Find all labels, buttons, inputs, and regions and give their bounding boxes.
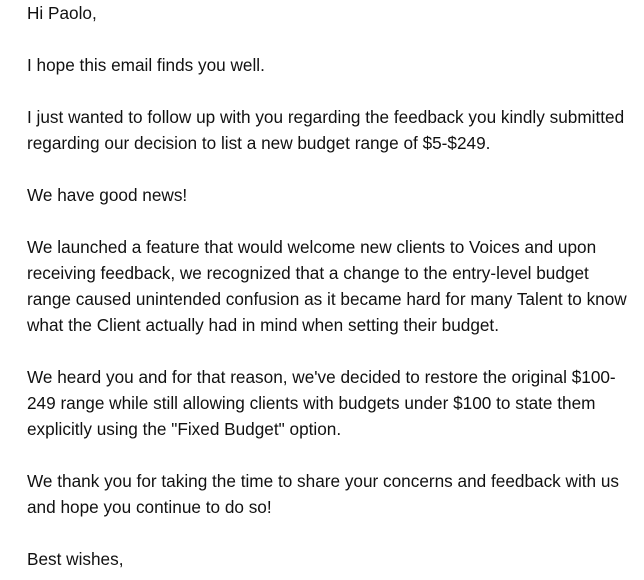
email-paragraph-wellwishes: I hope this email finds you well. (27, 55, 265, 75)
email-paragraph-thanks: We thank you for taking the time to share your concerns and feedback with us and hope you continue to do so! (27, 471, 620, 517)
email-paragraph-restore-range: We heard you and for that reason, we've decided to restore the original $100-249 range while still allowing clients with budgets under $100 to state them explicitly using the "Fixed Budget" option. (27, 367, 616, 439)
email-paragraph-good-news: We have good news! (27, 185, 188, 205)
email-body (27, 0, 627, 572)
email-greeting: Hi Paolo, (27, 3, 97, 23)
email-paragraph-followup: I just wanted to follow up with you regarding the feedback you kindly submitted regarding our decision to list a new budget range of $5-$249. (27, 107, 625, 153)
email-paragraph-feature-launch: We launched a feature that would welcome new clients to Voices and upon receiving feedback, we recognized that a change to the entry-level budget range caused unintended confusion as it became hard for many Talent to know what the Client actually had in mind when setting their budget. (27, 237, 627, 335)
email-signoff: Best wishes, (27, 549, 124, 569)
